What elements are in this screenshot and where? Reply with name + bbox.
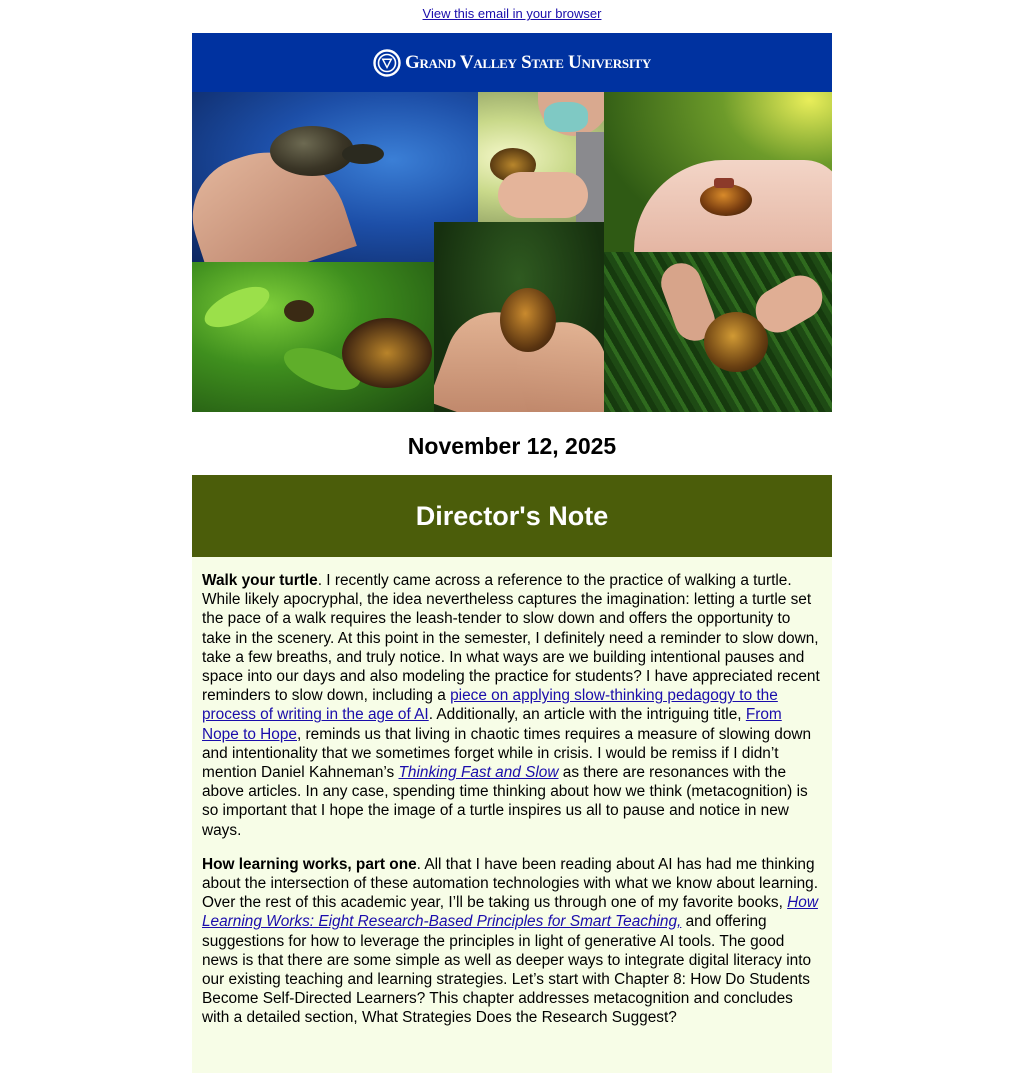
how-learning-works-book-link[interactable]: How Learning Works: Eight Research-Based Principles for Smart Teaching, [202, 894, 818, 931]
slow-thinking-article-link[interactable]: piece on applying slow-thinking pedagogy to the process of writing in the age of AI [202, 687, 778, 724]
gvsu-logo[interactable] [373, 49, 651, 77]
paragraph-how-learning-works [202, 855, 822, 1028]
issue-date: November 12, 2025 [407, 433, 617, 459]
nope-to-hope-link[interactable]: From Nope to Hope [202, 706, 782, 743]
paragraph-lead: How learning works, part one [202, 855, 417, 873]
paragraph-text: . Additionally, an article with the intriguing title, [428, 706, 746, 724]
gvsu-emblem-icon [373, 49, 401, 77]
thinking-fast-slow-link[interactable]: Thinking Fast and Slow [398, 764, 559, 782]
brand-header [192, 33, 832, 92]
section-header [192, 475, 832, 557]
hero-photo-4 [192, 262, 434, 412]
article-body [192, 557, 832, 1073]
paragraph-text: . All that I have been reading about AI has had me thinking about the intersection of these automation technologies with what we know about learning. Over the rest of this academic year, I’ll be taking us through one of my favorite books, [202, 855, 819, 912]
hero-photo-2 [478, 92, 622, 222]
paragraph-walk-your-turtle [202, 571, 822, 840]
view-in-browser-link[interactable]: View this email in your browser [422, 6, 602, 21]
email-container [192, 33, 832, 1073]
brand-name: Grand Valley State University [404, 51, 652, 73]
preheader [0, 0, 1024, 33]
hero-collage [192, 92, 832, 412]
hero-photo-6 [604, 252, 832, 412]
paragraph-lead: Walk your turtle [202, 572, 318, 589]
paragraph-text: , reminds us that living in chaotic times requires a measure of slowing down and intentionality that we sometimes forget while in crisis. I would be remiss if I didn’t mention Daniel Kahneman’s [202, 725, 812, 782]
paragraph-text: as there are resonances with the above articles. In any case, spending time thinking about how we think (metacognition) is so important that I hope the image of a turtle inspires us all to pause and notice in new ways. [202, 764, 808, 839]
paragraph-text: . I recently came across a reference to the practice of walking a turtle. While likely apocryphal, the idea nevertheless captures the imagination: letting a turtle set the pace of a walk requires the leash-tender to slow down and offers the opportunity to take in the scenery. At this point in the semester, I definitely need a reminder to slow down, take a few breaths, and truly notice. In what ways are we building intentional pauses and space into our days and also modeling the practice for students? I have appreciated recent reminders to slow down, including a [202, 572, 820, 705]
section-title: Director's Note [415, 500, 609, 531]
hero-photo-5 [434, 222, 604, 412]
paragraph-text: and offering suggestions for how to leverage the principles in light of generative AI tools. The good news is that there are some simple as well as deeper ways to integrate digital literacy into our existing teaching and learning strategies. Let’s start with Chapter 8: How Do Students Become Self-Directed Learners? This chapter addresses metacognition and concludes with a detailed section, What Strategies Does the Research Suggest? [202, 913, 812, 1027]
hero-photo-3 [604, 92, 832, 252]
